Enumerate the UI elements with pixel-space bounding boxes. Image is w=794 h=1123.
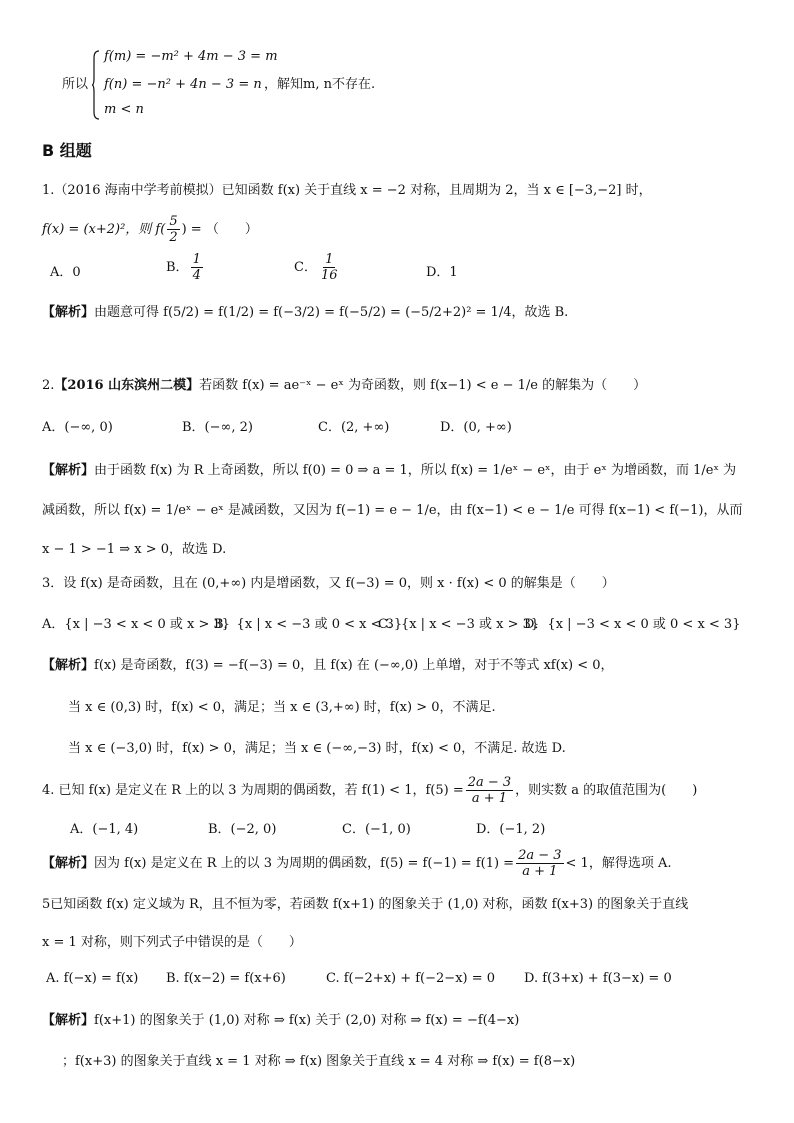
q1-line2-b: ) = （ ）: [181, 222, 258, 237]
q3-analysis-label: 【解析】: [42, 658, 95, 673]
q4-frac-den: a + 1: [471, 791, 508, 806]
q1-option-d: D．1: [426, 265, 458, 280]
q5-analysis-text1: f(x+1) 的图象关于 (1,0) 对称 ⇒ f(x) 关于 (2,0) 对称 ⇒ f(x) = −f(4−x): [94, 1013, 520, 1028]
q3-line1: 3．设 f(x) 是奇函数，且在 (0,+∞) 内是增函数，又 f(−3) = 0，则 x · f(x) < 0 的解集是（ ）: [42, 576, 615, 591]
q1-line1: 1.（2016 海南中学考前模拟）已知函数 f(x) 关于直线 x = −2 对称，且周期为 2，当 x ∈ [−3,−2] 时，: [42, 183, 652, 198]
q1-option-c-num: 1: [325, 252, 334, 267]
q4-analysis-label: 【解析】: [42, 856, 95, 871]
q3-analysis-line3: 当 x ∈ (−3,0) 时，f(x) > 0，满足；当 x ∈ (−∞,−3) 时，f(x) < 0，不满足. 故选 D.: [68, 741, 566, 756]
q1-option-b-num: 1: [192, 252, 201, 267]
intro-eq3: m < n: [104, 102, 144, 117]
q1-line2-a: f(x) = (x+2)²，则 f(: [42, 222, 166, 237]
q5-analysis-label: 【解析】: [42, 1013, 95, 1028]
q2-analysis-text1: 由于函数 f(x) 为 R 上奇函数，所以 f(0) = 0 ⇒ a = 1，所以 f(x) = 1/eˣ − eˣ，由于 eˣ 为增函数，而 1/eˣ 为: [94, 463, 737, 478]
intro-eq1: f(m) = −m² + 4m − 3 = m: [104, 49, 278, 64]
q5-line2: x = 1 对称，则下列式子中错误的是（ ）: [42, 935, 302, 950]
q5-analysis-line2: ；f(x+3) 的图象关于直线 x = 1 对称 ⇒ f(x) 图象关于直线 x = 4 对称 ⇒ f(x) = f(8−x): [62, 1054, 576, 1069]
q4-option-d: D．(−1, 2): [476, 822, 546, 837]
q1-option-c-den: 16: [320, 268, 338, 283]
q3-option-d: D．{x | −3 < x < 0 或 0 < x < 3}: [524, 617, 741, 632]
q1-option-c-label: C．: [294, 260, 317, 275]
intro-prefix: 所以: [62, 77, 89, 92]
q1-analysis-label: 【解析】: [42, 305, 95, 320]
intro-eq2: f(n) = −n² + 4n − 3 = n: [104, 77, 262, 92]
q4-line1-a: 4. 已知 f(x) 是定义在 R 上的以 3 为周期的偶函数，若 f(1) < 1，f(5) =: [42, 783, 464, 798]
q4-frac-num: 2a − 3: [467, 775, 512, 790]
q2-option-b: B．(−∞, 2): [182, 420, 253, 435]
q1-option-c-frac: [319, 252, 340, 283]
q3-analysis-line2: 当 x ∈ (0,3) 时，f(x) < 0，满足；当 x ∈ (3,+∞) 时，f(x) > 0，不满足.: [68, 700, 496, 715]
q3-analysis-text1: f(x) 是奇函数，f(3) = −f(−3) = 0，且 f(x) 在 (−∞,0) 上单增，对于不等式 xf(x) < 0，: [94, 658, 614, 673]
q4-option-a: A．(−1, 4): [70, 822, 139, 837]
q2-number: 2.: [42, 378, 55, 393]
q4-analysis: [42, 848, 671, 879]
q2-option-d: D．(0, +∞): [440, 420, 512, 435]
q1-option-b-frac: [191, 252, 203, 283]
q3-option-c: C．{x | x < −3 或 x > 3}: [378, 617, 540, 632]
q4-line1: [42, 775, 697, 806]
q3-option-a: A．{x | −3 < x < 0 或 x > 3}: [42, 617, 231, 632]
q1-analysis-text: 由题意可得 f(5/2) = f(1/2) = f(−3/2) = f(−5/2) = (−5/2+2)² = 1/4，故选 B.: [94, 305, 569, 320]
intro-conclusion: ，解知m, n不存在.: [264, 77, 376, 92]
q4-analysis-frac: [516, 848, 563, 879]
q2-option-c: C．(2, +∞): [318, 420, 390, 435]
q1-frac: [167, 214, 179, 245]
q1-frac-den: 2: [169, 230, 178, 245]
q1-option-b: [166, 252, 205, 283]
q1-option-c: [294, 252, 342, 283]
q4-analysis-num: 2a − 3: [518, 848, 562, 863]
q2-analysis-line3: x − 1 > −1 ⇒ x > 0，故选 D.: [42, 542, 227, 557]
q2-line1-text: 若函数 f(x) = ae⁻ˣ − eˣ 为奇函数，则 f(x−1) < e − 1/e 的解集为（ ）: [199, 378, 647, 393]
q4-option-b: B．(−2, 0): [208, 822, 277, 837]
q4-analysis-den: a + 1: [522, 864, 558, 879]
q3-option-b: B．{x | x < −3 或 0 < x < 3}: [214, 617, 403, 632]
q5-option-b: B. f(x−2) = f(x+6): [166, 971, 286, 986]
q5-option-d: D. f(3+x) + f(3−x) = 0: [524, 971, 672, 986]
q2-source-tag: 【2016 山东滨州二模】: [54, 378, 200, 393]
q2-line1: [42, 377, 646, 395]
q5-option-c: C. f(−2+x) + f(−2−x) = 0: [326, 971, 496, 986]
q1-option-b-label: B．: [166, 260, 189, 275]
q4-line1-b: ，则实数 a 的取值范围为( ): [515, 783, 698, 798]
q2-option-a: A．(−∞, 0): [42, 420, 113, 435]
q2-analysis-line1: [42, 462, 736, 480]
q2-analysis-line2: 减函数，所以 f(x) = 1/eˣ − eˣ 是减函数，又因为 f(−1) = e − 1/e，由 f(x−1) < e − 1/e 可得 f(x−1) < f(−1)，从而: [42, 503, 743, 518]
q2-analysis-label: 【解析】: [42, 463, 95, 478]
q4-frac: [466, 775, 513, 806]
section-title: B 组题: [42, 141, 92, 160]
q5-option-a: A. f(−x) = f(x): [46, 971, 139, 986]
q1-option-b-den: 4: [192, 268, 201, 283]
q5-analysis-line1: [42, 1012, 519, 1030]
q3-analysis-line1: [42, 657, 614, 675]
q1-frac-num: 5: [169, 214, 178, 229]
q4-option-c: C．(−1, 0): [342, 822, 411, 837]
q4-analysis-a: 因为 f(x) 是定义在 R 上的以 3 为周期的偶函数，f(5) = f(−1) = f(1) =: [94, 856, 515, 871]
q5-line1: 5已知函数 f(x) 定义域为 R，且不恒为零，若函数 f(x+1) 的图象关于 (1,0) 对称，函数 f(x+3) 的图象关于直线: [42, 897, 689, 912]
q1-analysis: [42, 304, 568, 322]
left-brace-icon: [92, 50, 100, 120]
q1-line2: [42, 214, 258, 245]
q4-analysis-b: < 1，解得选项 A.: [565, 856, 672, 871]
q1-option-a: A．0: [50, 265, 81, 280]
